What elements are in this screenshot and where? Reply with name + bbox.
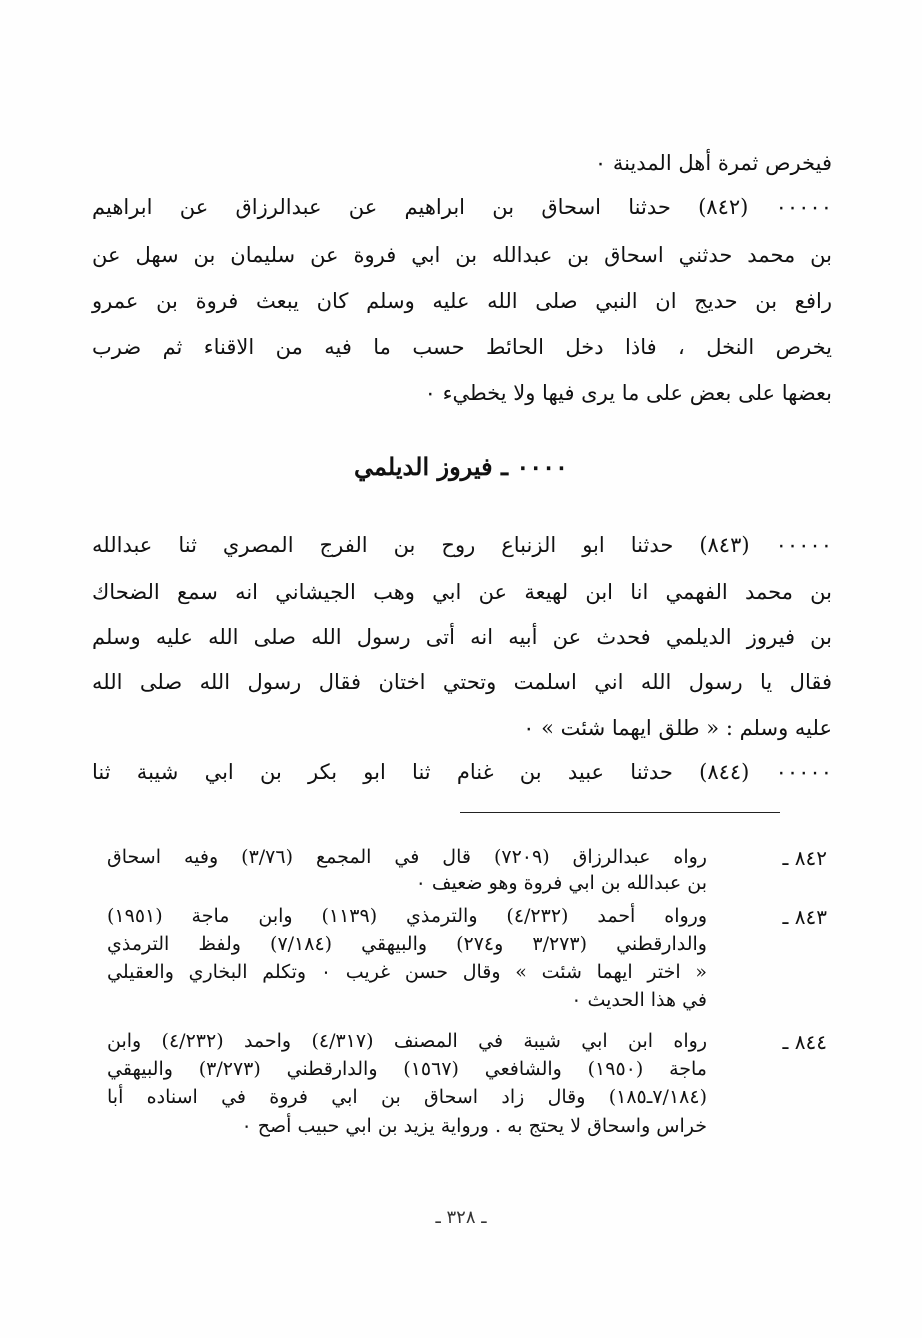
text-line: بن محمد الفهمي انا ابن لهيعة عن ابي وهب الجيشاني انه سمع الضحاك: [92, 580, 832, 604]
footnote-line: (٧/١٨٤ـ١٨٥) وقال زاد اسحاق بن ابي فروة في اسناده أبا: [107, 1086, 707, 1108]
footnote-number: ٨٤٣ ـ: [782, 905, 827, 929]
footnote-line: رواه ابن ابي شيبة في المصنف (٤/٣١٧) واحمد (٤/٢٣٢) وابن: [107, 1030, 708, 1052]
footnote-line: والدارقطني (٣/٢٧٣ و٢٧٤) والبيهقي (٧/١٨٤) ولفظ الترمذي: [107, 933, 707, 955]
text-line: عليه وسلم : « طلق ايهما شئت » ٠: [523, 716, 832, 740]
text-line: بعضها على بعض على ما يرى فيها ولا يخطيء ٠: [424, 381, 832, 405]
footnote-line: « اختر ايهما شئت » وقال حسن غريب ٠ وتكلم البخاري والعقيلي: [107, 961, 707, 983]
footnote-line: بن عبدالله بن ابي فروة وهو ضعيف ٠: [415, 872, 707, 894]
footnote-line: ورواه أحمد (٤/٢٣٢) والترمذي (١١٣٩) وابن ماجة (١٩٥١): [107, 905, 707, 927]
footnote-number: ٨٤٢ ـ: [782, 846, 827, 870]
text-line: فقال يا رسول الله اني اسلمت وتحتي اختان فقال رسول الله صلى الله: [92, 670, 832, 694]
text-line: ٠٠٠٠٠ (٨٤٢) حدثنا اسحاق بن ابراهيم عن عبدالرزاق عن ابراهيم: [92, 195, 832, 219]
text-line: بن محمد حدثني اسحاق بن عبدالله بن ابي فروة عن سليمان بن سهل عن: [92, 243, 832, 267]
footnote-line: ماجة (١٩٥٠) والشافعي (١٥٦٧) والدارقطني (٣/٢٧٣) والبيهقي: [107, 1058, 707, 1080]
footnote-line: خراس واسحاق لا يحتج به . ورواية يزيد بن ابي حبيب أصح ٠: [241, 1115, 707, 1137]
section-heading: ٠٠٠٠ ـ فيروز الديلمي: [354, 452, 568, 481]
text-line: رافع بن حديج ان النبي صلى الله عليه وسلم كان يبعث فروة بن عمرو: [92, 289, 832, 313]
text-line: فيخرص ثمرة أهل المدينة ٠: [594, 151, 832, 175]
text-line: بن فيروز الديلمي فحدث عن أبيه انه أتى رسول الله صلى الله عليه وسلم: [92, 625, 832, 649]
footnote-number: ٨٤٤ ـ: [782, 1030, 827, 1054]
footnote-separator: [460, 812, 780, 813]
footnote-line: رواه عبدالرزاق (٧٢٠٩) قال في المجمع (٣/٧٦) وفيه اسحاق: [107, 846, 707, 868]
text-line: ٠٠٠٠٠ (٨٤٣) حدثنا ابو الزنباع روح بن الفرج المصري ثنا عبدالله: [92, 533, 832, 557]
footnote-line: في هذا الحديث ٠: [571, 989, 707, 1011]
page-number: ـ ٣٢٨ ـ: [435, 1207, 487, 1228]
text-line: يخرص النخل ، فاذا دخل الحائط حسب ما فيه من الاقناء ثم ضرب: [92, 335, 832, 359]
text-line: ٠٠٠٠٠ (٨٤٤) حدثنا عبيد بن غنام ثنا ابو بكر بن ابي شيبة ثنا: [92, 760, 832, 784]
